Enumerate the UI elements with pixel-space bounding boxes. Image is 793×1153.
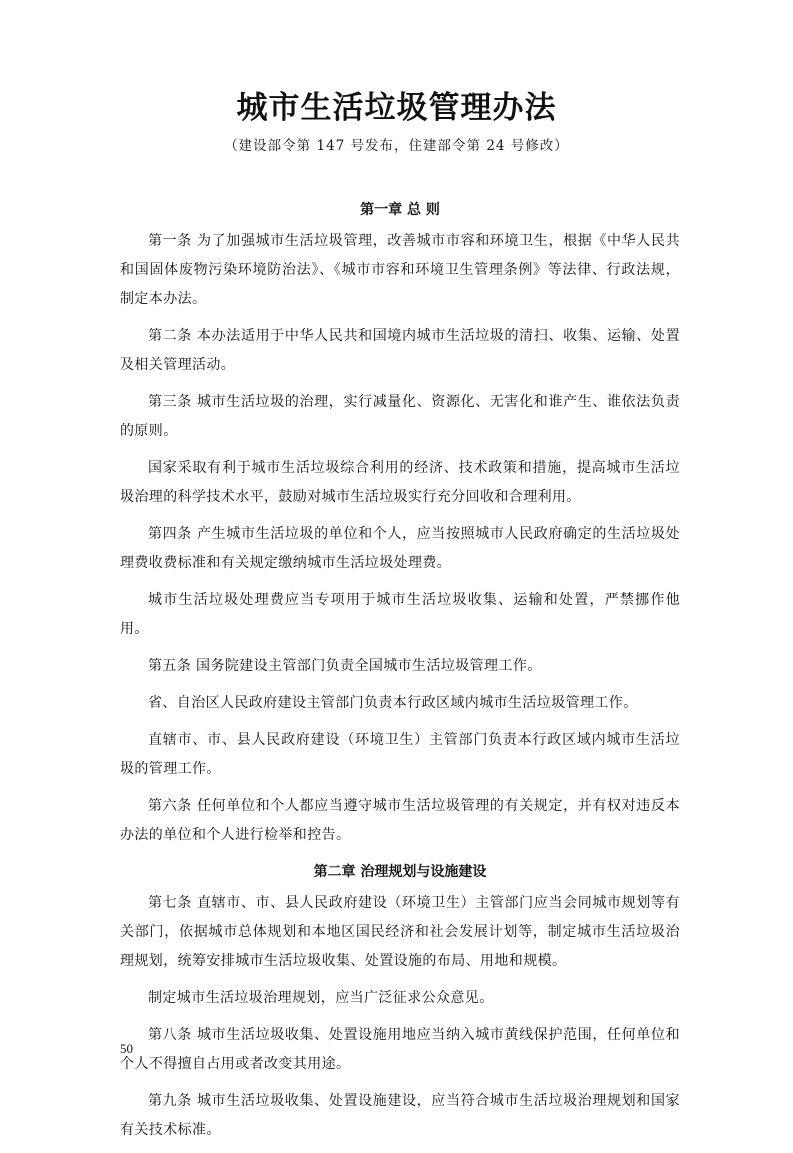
paragraph: 城市生活垃圾处理费应当专项用于城市生活垃圾收集、运输和处置，严禁挪作他用。 — [120, 592, 680, 637]
chapter-heading: 第一章 总 则 — [360, 202, 440, 218]
document-title: 城市生活垃圾管理办法 — [236, 90, 557, 126]
paragraph: 制定城市生活垃圾治理规划，应当广泛征求公众意见。 — [148, 990, 494, 1006]
paragraph: 直辖市、市、县人民政府建设（环境卫生）主管部门负责本行政区域内城市生活垃圾的管理工作。 — [120, 732, 680, 777]
paragraph: 第五条 国务院建设主管部门负责全国城市生活垃圾管理工作。 — [148, 658, 542, 674]
page-number: 50 — [120, 1041, 133, 1056]
paragraph: 第六条 任何单位和个人都应当遵守城市生活垃圾管理的有关规定，并有权对违反本办法的单位和个人进行检举和控告。 — [120, 798, 680, 843]
paragraph: 第九条 城市生活垃圾收集、处置设施建设，应当符合城市生活垃圾治理规划和国家有关技术标准。 — [120, 1093, 680, 1138]
paragraph: 第一条 为了加强城市生活垃圾管理，改善城市市容和环境卫生，根据《中华人民共和国固体废物污染环境防治法》、《城市市容和环境卫生管理条例》等法律、行政法规，制定本办法。 — [120, 233, 680, 307]
document-body — [120, 196, 680, 1153]
paragraph: 第二条 本办法适用于中华人民共和国境内城市生活垃圾的清扫、收集、运输、处置及相关管理活动。 — [120, 328, 680, 373]
paragraph: 第七条 直辖市、市、县人民政府建设（环境卫生）主管部门应当会同城市规划等有关部门，依据城市总体规划和本地区国民经济和社会发展计划等，制定城市生活垃圾治理规划，统筹安排城市生活垃圾收集、处置设施的布局、用地和规模。 — [120, 895, 680, 969]
paragraph: 省、自治区人民政府建设主管部门负责本行政区域内城市生活垃圾管理工作。 — [148, 695, 638, 711]
document-subtitle: （建设部令第 147 号发布，住建部令第 24 号修改） — [224, 138, 569, 154]
paragraph: 第八条 城市生活垃圾收集、处置设施用地应当纳入城市黄线保护范围，任何单位和个人不得擅自占用或者改变其用途。 — [120, 1027, 680, 1072]
paragraph: 国家采取有利于城市生活垃圾综合利用的经济、技术政策和措施，提高城市生活垃圾治理的科学技术水平，鼓励对城市生活垃圾实行充分回收和合理利用。 — [120, 460, 680, 505]
paragraph: 第四条 产生城市生活垃圾的单位和个人，应当按照城市人民政府确定的生活垃圾处理费收费标准和有关规定缴纳城市生活垃圾处理费。 — [120, 526, 680, 571]
paragraph: 第三条 城市生活垃圾的治理，实行减量化、资源化、无害化和谁产生、谁依法负责的原则。 — [120, 394, 680, 439]
chapter-heading: 第二章 治理规划与设施建设 — [313, 864, 487, 880]
